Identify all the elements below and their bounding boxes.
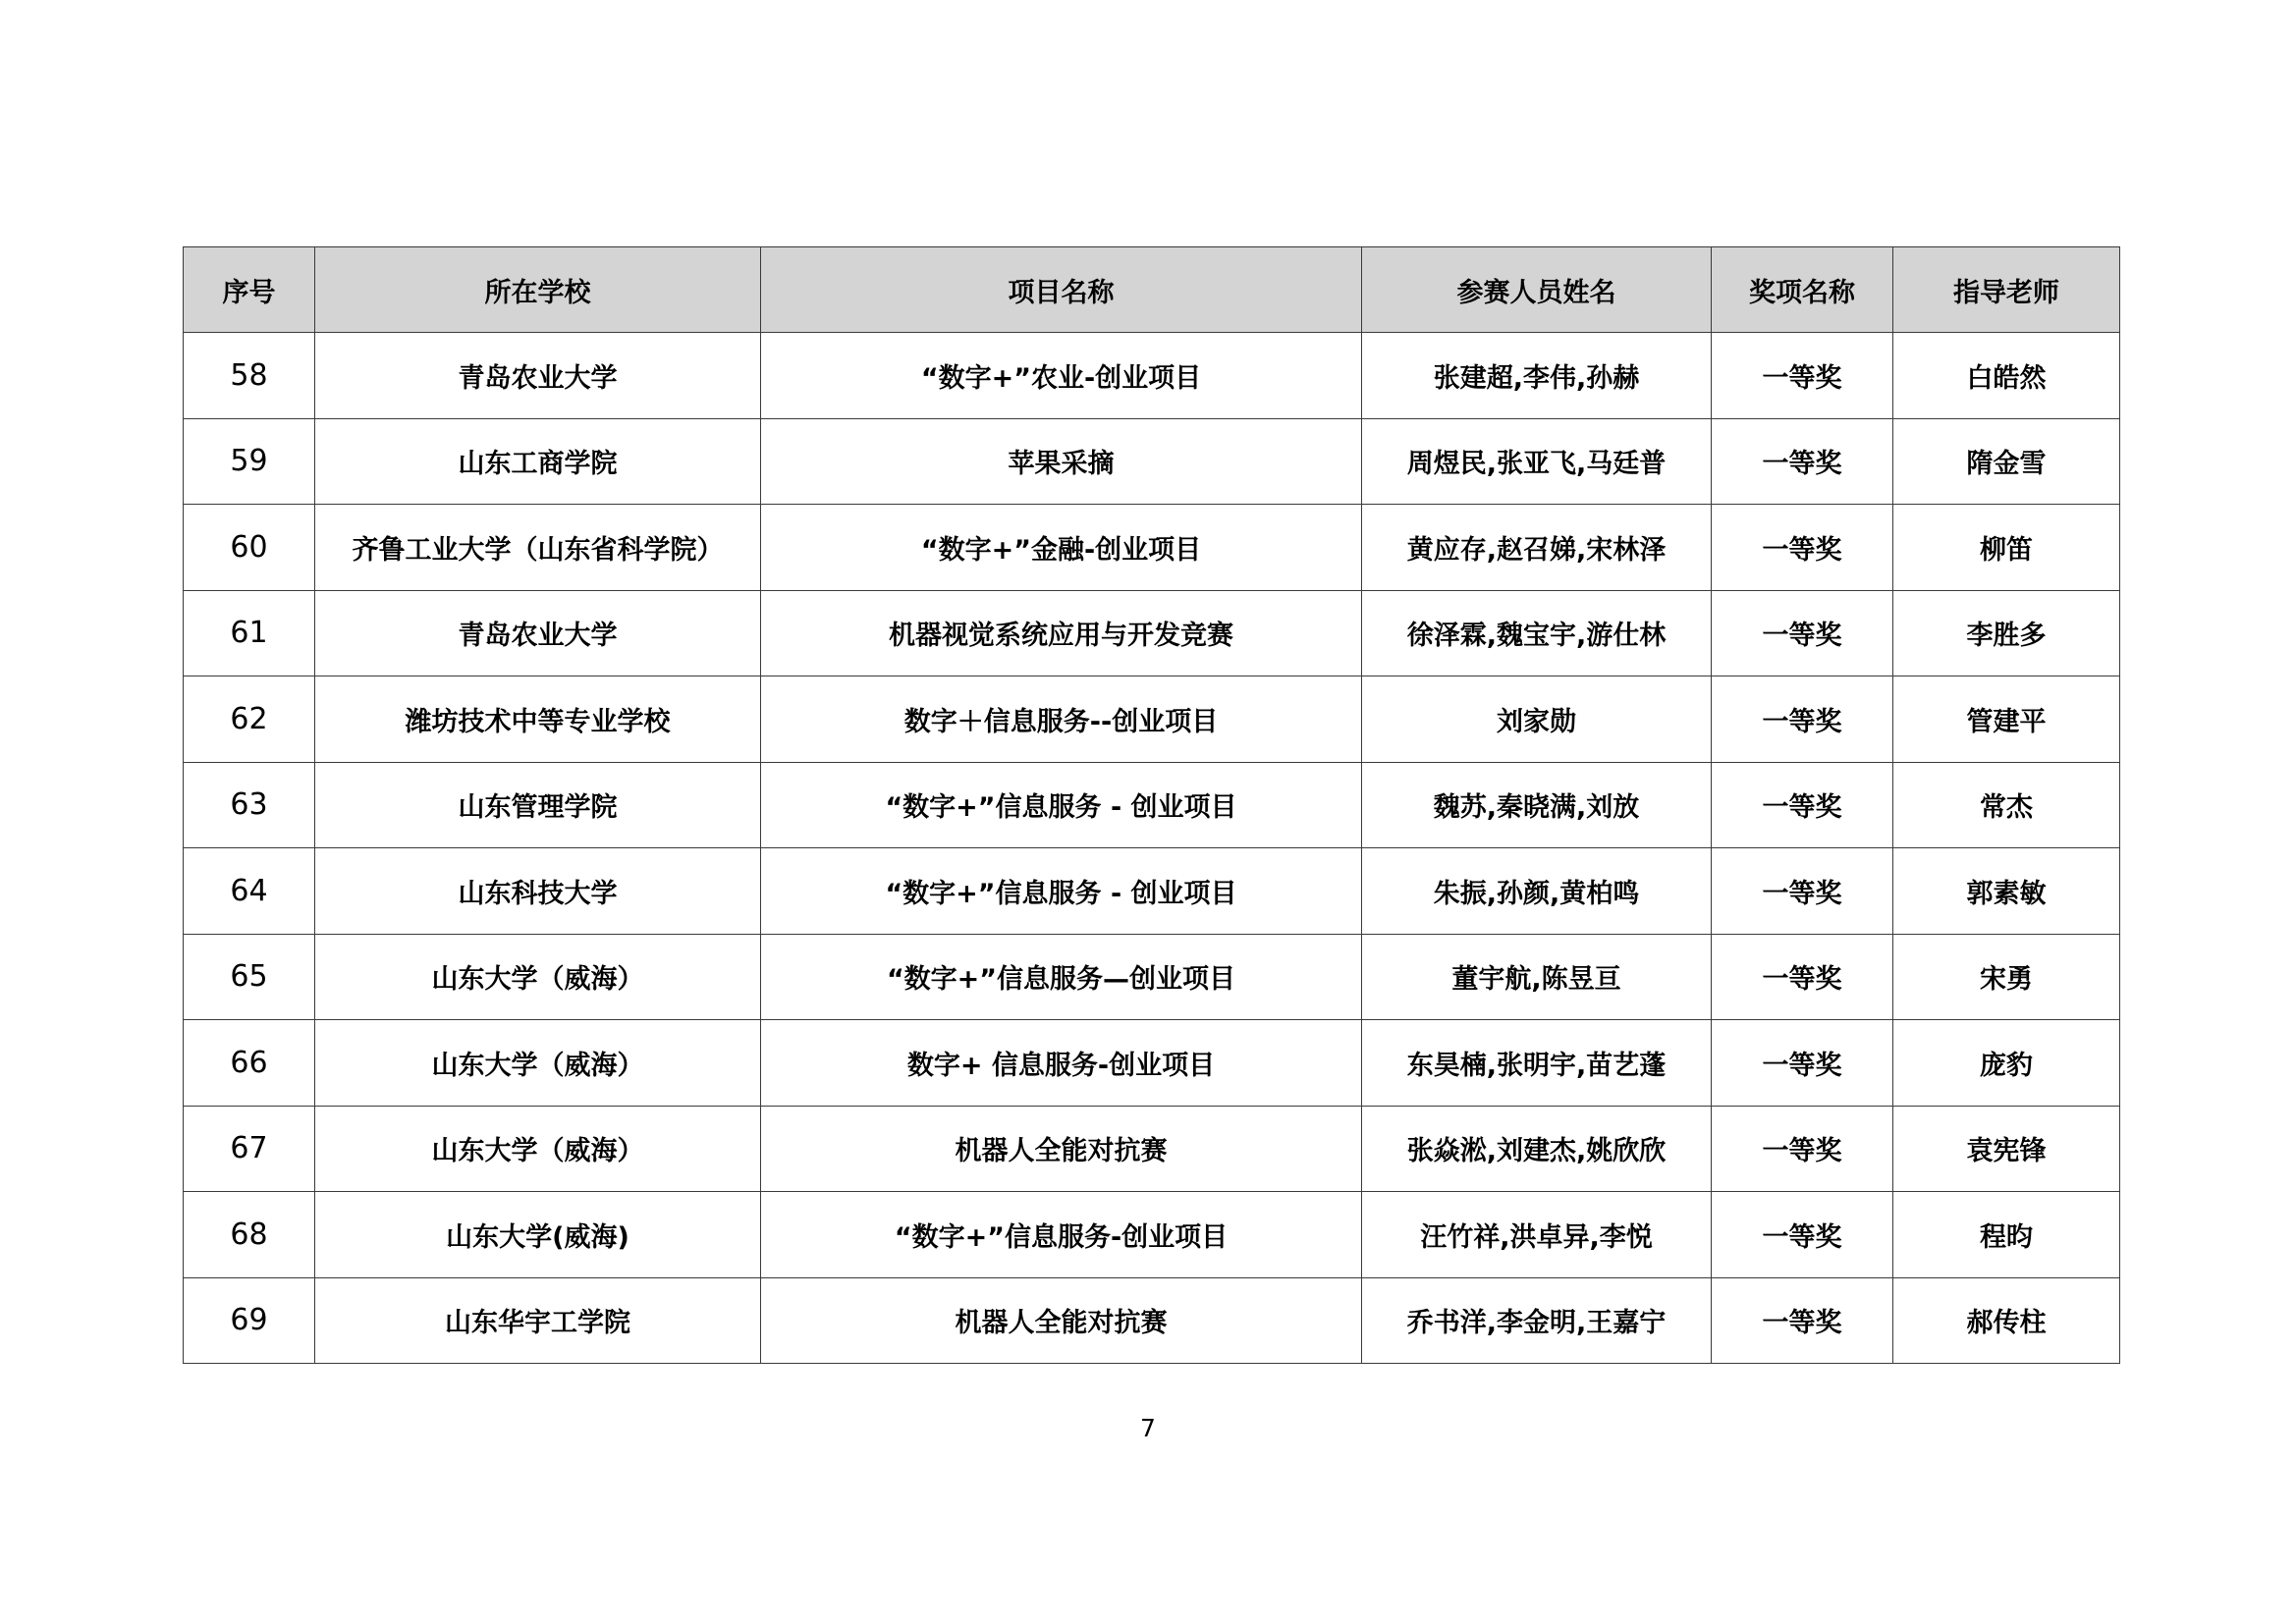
cell-project: “数字+”信息服务—创业项目: [761, 934, 1362, 1020]
header-cell-index: 序号: [184, 247, 315, 333]
cell-award: 一等奖: [1712, 333, 1893, 419]
cell-award: 一等奖: [1712, 590, 1893, 676]
cell-award: 一等奖: [1712, 1020, 1893, 1107]
table-row: [184, 848, 2120, 935]
cell-school: 青岛农业大学: [315, 333, 761, 419]
cell-advisor: 李胜多: [1893, 590, 2120, 676]
cell-index: 64: [184, 848, 315, 935]
cell-advisor: 隋金雪: [1893, 418, 2120, 505]
header-cell-project: 项目名称: [761, 247, 1362, 333]
cell-index: 58: [184, 333, 315, 419]
cell-index: 59: [184, 418, 315, 505]
cell-index: 65: [184, 934, 315, 1020]
cell-school: 山东工商学院: [315, 418, 761, 505]
cell-index: 61: [184, 590, 315, 676]
cell-award: 一等奖: [1712, 1106, 1893, 1192]
cell-index: 62: [184, 676, 315, 763]
cell-index: 63: [184, 762, 315, 848]
table-body: [184, 333, 2120, 1364]
table-row: [184, 1106, 2120, 1192]
cell-project: “数字+”信息服务 - 创业项目: [761, 762, 1362, 848]
cell-school: 山东大学(威海): [315, 1192, 761, 1278]
cell-advisor: 管建平: [1893, 676, 2120, 763]
table-row: [184, 762, 2120, 848]
cell-award: 一等奖: [1712, 1277, 1893, 1364]
awards-table: [183, 246, 2120, 1364]
cell-advisor: 程昀: [1893, 1192, 2120, 1278]
cell-participants: 黄应存,赵召娣,宋林泽: [1362, 505, 1712, 591]
header-cell-school: 所在学校: [315, 247, 761, 333]
table-row: [184, 1020, 2120, 1107]
cell-school: 山东管理学院: [315, 762, 761, 848]
cell-school: 山东大学（威海）: [315, 1106, 761, 1192]
table-row: [184, 934, 2120, 1020]
cell-participants: 张焱淞,刘建杰,姚欣欣: [1362, 1106, 1712, 1192]
cell-index: 67: [184, 1106, 315, 1192]
cell-project: 苹果采摘: [761, 418, 1362, 505]
table-header: [184, 247, 2120, 333]
header-row: [184, 247, 2120, 333]
table-row: [184, 505, 2120, 591]
cell-award: 一等奖: [1712, 418, 1893, 505]
cell-participants: 魏苏,秦晓满,刘放: [1362, 762, 1712, 848]
cell-project: “数字+”信息服务-创业项目: [761, 1192, 1362, 1278]
cell-participants: 朱振,孙颜,黄柏鸣: [1362, 848, 1712, 935]
cell-project: 数字＋信息服务--创业项目: [761, 676, 1362, 763]
cell-participants: 周煜民,张亚飞,马廷普: [1362, 418, 1712, 505]
cell-advisor: 庞豹: [1893, 1020, 2120, 1107]
cell-advisor: 宋勇: [1893, 934, 2120, 1020]
cell-advisor: 白皓然: [1893, 333, 2120, 419]
cell-participants: 汪竹祥,洪卓异,李悦: [1362, 1192, 1712, 1278]
table-row: [184, 418, 2120, 505]
cell-participants: 徐泽霖,魏宝宇,游仕林: [1362, 590, 1712, 676]
cell-award: 一等奖: [1712, 676, 1893, 763]
cell-school: 山东大学（威海）: [315, 1020, 761, 1107]
page-number: 7: [1140, 1414, 1156, 1442]
cell-school: 山东大学（威海）: [315, 934, 761, 1020]
cell-project: “数字+”信息服务 - 创业项目: [761, 848, 1362, 935]
cell-project: 数字+ 信息服务-创业项目: [761, 1020, 1362, 1107]
cell-participants: 乔书洋,李金明,王嘉宁: [1362, 1277, 1712, 1364]
cell-award: 一等奖: [1712, 934, 1893, 1020]
cell-project: 机器人全能对抗赛: [761, 1277, 1362, 1364]
table-row: [184, 1192, 2120, 1278]
cell-index: 69: [184, 1277, 315, 1364]
cell-project: “数字+”金融-创业项目: [761, 505, 1362, 591]
cell-award: 一等奖: [1712, 848, 1893, 935]
table-row: [184, 1277, 2120, 1364]
cell-participants: 董宇航,陈昱亘: [1362, 934, 1712, 1020]
cell-advisor: 郝传柱: [1893, 1277, 2120, 1364]
cell-award: 一等奖: [1712, 505, 1893, 591]
table-row: [184, 590, 2120, 676]
cell-participants: 张建超,李伟,孙赫: [1362, 333, 1712, 419]
cell-school: 潍坊技术中等专业学校: [315, 676, 761, 763]
table-row: [184, 333, 2120, 419]
cell-school: 山东科技大学: [315, 848, 761, 935]
cell-advisor: 袁宪锋: [1893, 1106, 2120, 1192]
cell-participants: 刘家勋: [1362, 676, 1712, 763]
cell-school: 齐鲁工业大学（山东省科学院）: [315, 505, 761, 591]
cell-project: 机器视觉系统应用与开发竞赛: [761, 590, 1362, 676]
cell-participants: 东昊楠,张明宇,苗艺蓬: [1362, 1020, 1712, 1107]
cell-advisor: 常杰: [1893, 762, 2120, 848]
cell-school: 青岛农业大学: [315, 590, 761, 676]
cell-index: 60: [184, 505, 315, 591]
cell-school: 山东华宇工学院: [315, 1277, 761, 1364]
cell-advisor: 郭素敏: [1893, 848, 2120, 935]
cell-advisor: 柳笛: [1893, 505, 2120, 591]
cell-index: 66: [184, 1020, 315, 1107]
header-cell-advisor: 指导老师: [1893, 247, 2120, 333]
cell-award: 一等奖: [1712, 1192, 1893, 1278]
cell-index: 68: [184, 1192, 315, 1278]
cell-award: 一等奖: [1712, 762, 1893, 848]
header-cell-award: 奖项名称: [1712, 247, 1893, 333]
cell-project: “数字+”农业-创业项目: [761, 333, 1362, 419]
table-row: [184, 676, 2120, 763]
cell-project: 机器人全能对抗赛: [761, 1106, 1362, 1192]
header-cell-participants: 参赛人员姓名: [1362, 247, 1712, 333]
